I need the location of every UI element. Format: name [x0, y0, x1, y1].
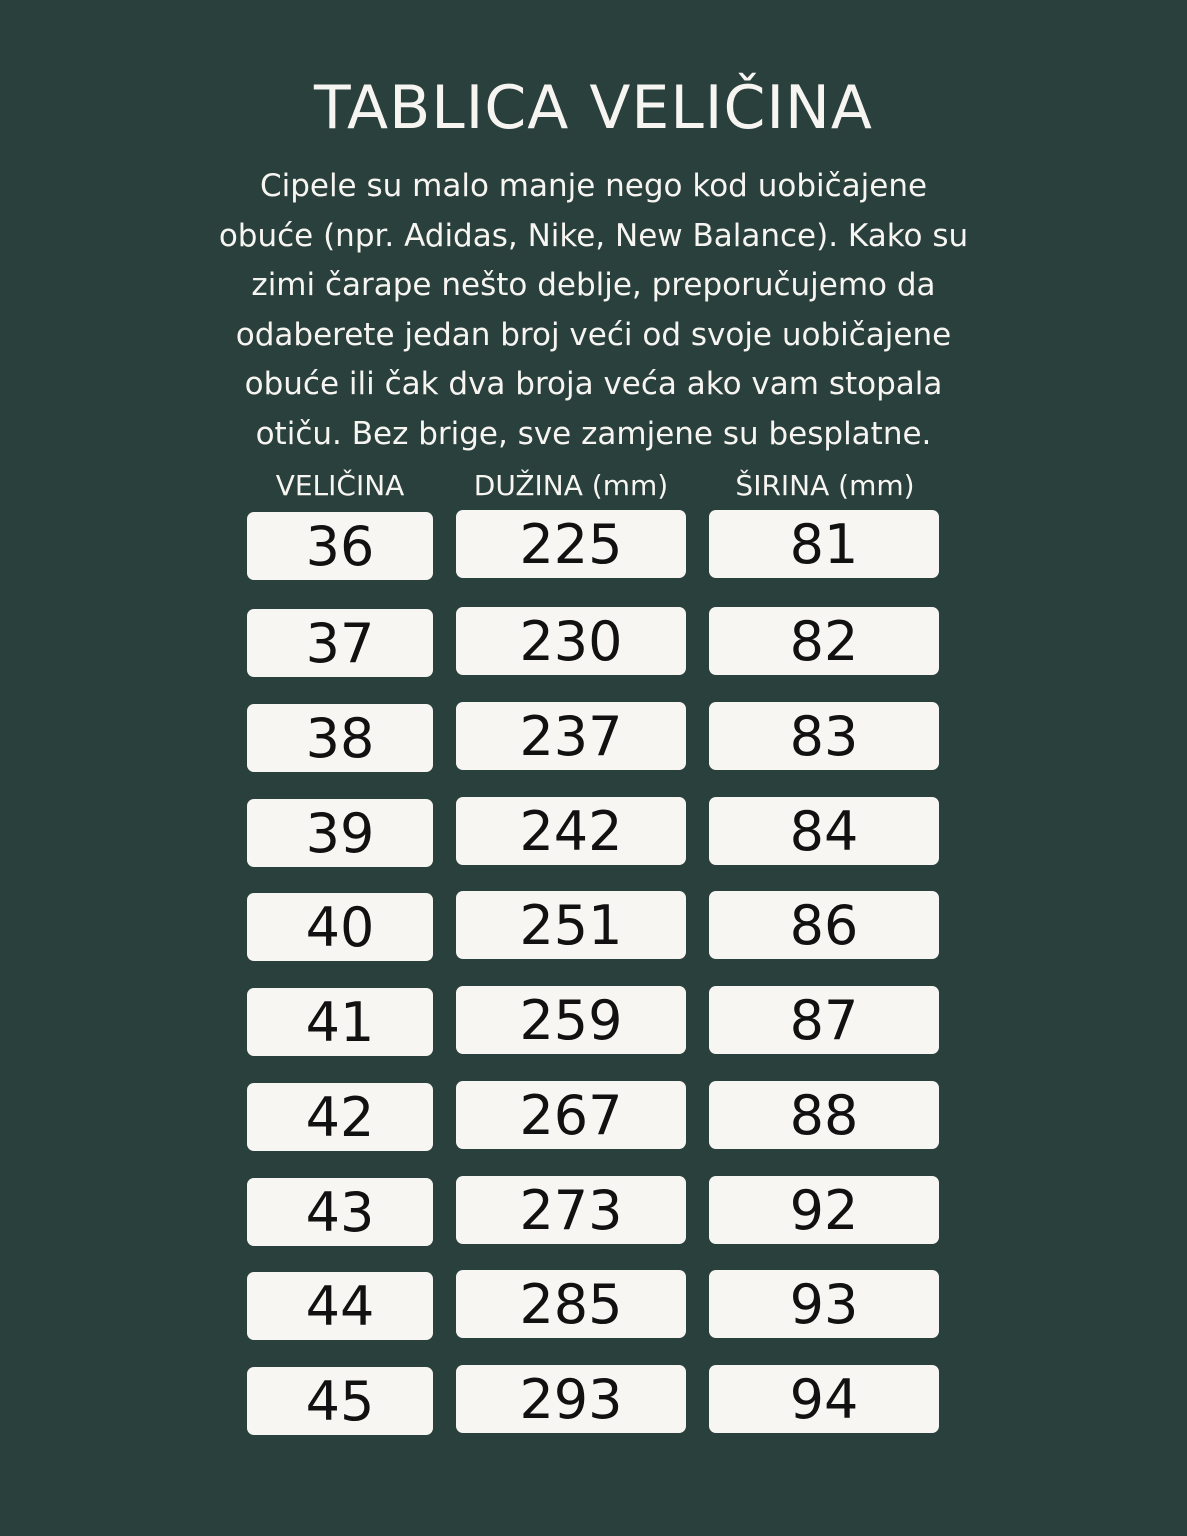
intro-line: zimi čarape nešto deblje, preporučujemo da — [251, 267, 936, 303]
size-cell: 37 — [247, 609, 433, 677]
size-cell: 42 — [247, 1083, 433, 1151]
length-cell: 251 — [456, 891, 686, 959]
page-title: TABLICA VELIČINA — [314, 73, 873, 143]
width-cell: 83 — [709, 702, 939, 770]
length-cell: 225 — [456, 510, 686, 578]
size-cell: 43 — [247, 1178, 433, 1246]
table-row — [0, 510, 1187, 580]
table-row — [0, 797, 1187, 867]
width-cell: 81 — [709, 510, 939, 578]
column-header-size: VELIČINA — [275, 469, 405, 502]
table-row — [0, 1365, 1187, 1435]
size-cell: 39 — [247, 799, 433, 867]
table-row — [0, 986, 1187, 1056]
size-cell: 36 — [247, 512, 433, 580]
table-row — [0, 1176, 1187, 1246]
size-cell: 40 — [247, 893, 433, 961]
size-cell: 45 — [247, 1367, 433, 1435]
width-cell: 84 — [709, 797, 939, 865]
intro-line: odaberete jedan broj veći od svoje uobičajene — [235, 316, 952, 353]
width-cell: 88 — [709, 1081, 939, 1149]
intro-line: obuće ili čak dva broja veća ako vam stopala — [244, 366, 943, 402]
length-cell: 230 — [456, 607, 686, 675]
width-cell: 93 — [709, 1270, 939, 1338]
size-cell: 38 — [247, 704, 433, 772]
table-row — [0, 891, 1187, 961]
width-cell: 87 — [709, 986, 939, 1054]
length-cell: 285 — [456, 1270, 686, 1338]
intro-line: Cipele su malo manje nego kod uobičajene — [259, 168, 928, 204]
column-header-length: DUŽINA (mm) — [473, 469, 669, 502]
intro-line: obuće (npr. Adidas, Nike, New Balance). Kako su — [218, 217, 969, 254]
width-cell: 82 — [709, 607, 939, 675]
length-cell: 293 — [456, 1365, 686, 1433]
table-row — [0, 607, 1187, 677]
length-cell: 237 — [456, 702, 686, 770]
size-cell: 41 — [247, 988, 433, 1056]
size-cell: 44 — [247, 1272, 433, 1340]
table-row — [0, 702, 1187, 772]
width-cell: 94 — [709, 1365, 939, 1433]
width-cell: 86 — [709, 891, 939, 959]
column-header-width: ŠIRINA (mm) — [735, 469, 915, 502]
intro-line: otiču. Bez brige, sve zamjene su besplatne. — [255, 415, 932, 452]
length-cell: 273 — [456, 1176, 686, 1244]
width-cell: 92 — [709, 1176, 939, 1244]
table-row — [0, 1270, 1187, 1340]
length-cell: 267 — [456, 1081, 686, 1149]
length-cell: 259 — [456, 986, 686, 1054]
table-row — [0, 1081, 1187, 1151]
length-cell: 242 — [456, 797, 686, 865]
